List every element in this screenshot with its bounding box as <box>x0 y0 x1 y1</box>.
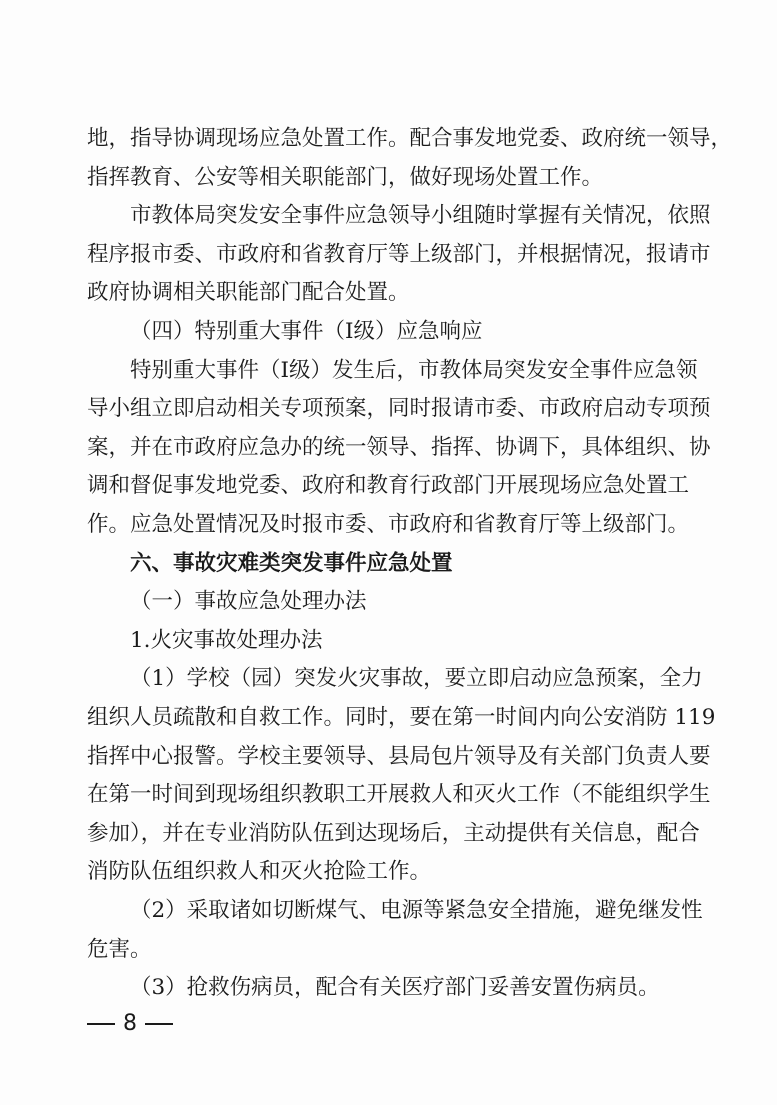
text-line: 政府协调相关职能部门配合处置。 <box>87 280 410 306</box>
text-line: 指挥中心报警。学校主要领导、县局包片领导及有关部门负责人要 <box>87 743 711 769</box>
text-line: 消防队伍组织救人和灭火抢险工作。 <box>87 859 432 885</box>
text-line: 在第一时间到现场组织教职工开展救人和灭火工作（不能组织学生 <box>87 782 711 808</box>
text-line: 导小组立即启动相关专项预案，同时报请市委、市政府启动专项预 <box>87 396 711 422</box>
footer-dash-right <box>145 1023 173 1025</box>
footer-dash-left <box>87 1023 115 1025</box>
text-line: 组织人员疏散和自救工作。同时，要在第一时间内向公安消防 119 <box>87 705 716 730</box>
text-line: （2）采取诸如切断煤气、电源等紧急安全措施，避免继发性 <box>130 898 703 923</box>
text-line: （3）抢救伤病员，配合有关医疗部门妥善安置伤病员。 <box>130 975 660 1001</box>
text-line: 调和督促事发地党委、政府和教育行政部门开展现场应急处置工 <box>87 473 690 499</box>
text-line: （1）学校（园）突发火灾事故，要立即启动应急预案，全力 <box>130 666 703 692</box>
page-number: 8 <box>123 1011 137 1036</box>
page-footer <box>87 1004 173 1044</box>
text-line: 指挥教育、公安等相关职能部门，做好现场处置工作。 <box>87 164 604 190</box>
text-line: 案，并在市政府应急办的统一领导、指挥、协调下，具体组织、协 <box>87 434 711 460</box>
text-line: 地，指导协调现场应急处置工作。配合事发地党委、政府统一领导， <box>87 126 733 151</box>
section-heading: （四）特别重大事件（Ⅰ级）应急响应 <box>130 319 483 344</box>
text-line: 市教体局突发安全事件应急领导小组随时掌握有关情况，依照 <box>130 203 711 229</box>
text-line: 参加），并在专业消防队伍到达现场后，主动提供有关信息，配合 <box>87 820 700 846</box>
text-line: 程序报市委、市政府和省教育厅等上级部门，并根据情况，报请市 <box>87 241 711 267</box>
subsection-heading: 1.火灾事故处理办法 <box>130 627 323 653</box>
chapter-heading: 六、事故灾难类突发事件应急处置 <box>130 550 453 576</box>
text-line: 特别重大事件（Ⅰ级）发生后，市教体局突发安全事件应急领 <box>130 357 698 383</box>
text-line: 危害。 <box>87 936 152 962</box>
section-heading: （一）事故应急处理办法 <box>130 589 367 615</box>
text-line: 作。应急处置情况及时报市委、市政府和省教育厅等上级部门。 <box>87 512 690 537</box>
